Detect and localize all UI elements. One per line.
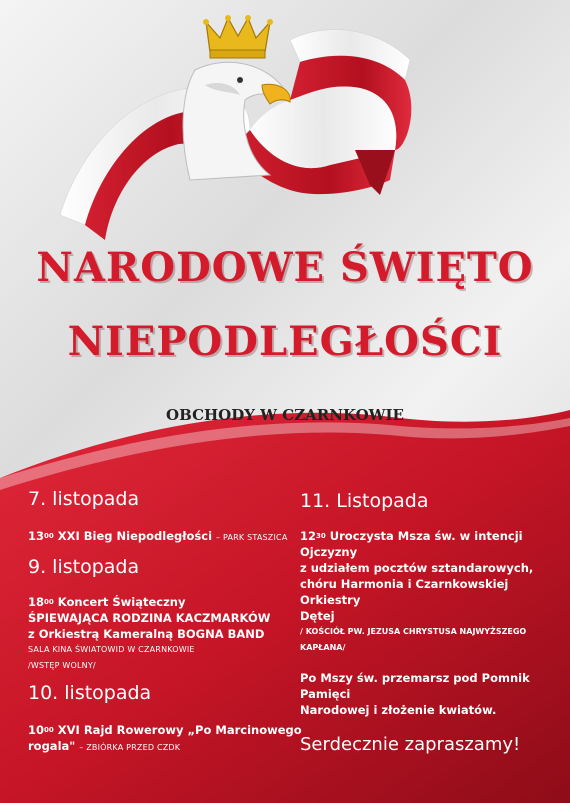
event-time: 13 <box>28 529 45 543</box>
event-time: 18 <box>28 595 45 609</box>
event-note: /WSTĘP WOLNY/ <box>28 661 96 670</box>
invitation-text: Serdecznie zapraszamy! <box>300 734 521 755</box>
event-bieg <box>28 528 288 546</box>
event-after-2: Narodowej i złożenie kwiatów. <box>300 703 497 717</box>
event-time-minutes: 30 <box>316 532 326 540</box>
event-place-1: / KOŚCIÓŁ PW. JEZUSA CHRYSTUSA NAJWYŻSZEGO <box>300 627 527 636</box>
event-rajd <box>28 722 302 756</box>
event-time-minutes: 00 <box>44 726 54 734</box>
day-heading-10: 10. listopada <box>28 682 152 704</box>
event-place-2: KAPŁANA/ <box>300 643 346 652</box>
day-heading-7: 7. listopada <box>28 488 140 510</box>
day-heading-9: 9. listopada <box>28 556 140 578</box>
event-place: SALA KINA ŚWIATOWID W CZARNKOWIE <box>28 645 195 654</box>
event-time-minutes: 00 <box>44 598 54 606</box>
event-desc-1: z udziałem pocztów sztandarowych, <box>300 561 534 575</box>
event-title-cont: rogala" <box>28 739 76 753</box>
event-time-minutes: 00 <box>44 532 54 540</box>
event-time: 12 <box>300 529 317 543</box>
event-koncert <box>28 594 270 674</box>
event-title: Uroczysta Msza św. w intencji Ojczyzny <box>300 529 523 559</box>
event-desc-3: Dętej <box>300 609 335 623</box>
event-performer: ŚPIEWAJĄCA RODZINA KACZMARKÓW <box>28 611 271 625</box>
event-place: – ZBIÓRKA PRZED CZDK <box>79 743 181 752</box>
event-time: 10 <box>28 723 45 737</box>
main-title-line1: NARODOWE ŚWIĘTO <box>36 244 534 291</box>
event-title: XXI Bieg Niepodległości <box>57 529 213 543</box>
day-heading-11: 11. Listopada <box>300 490 429 512</box>
main-title-line2: NIEPODLEGŁOŚCI <box>67 318 503 365</box>
event-place: – PARK STASZICA <box>216 533 288 542</box>
event-orchestra: z Orkiestrą Kameralną BOGNA BAND <box>28 627 265 641</box>
subtitle: OBCHODY W CZARNKOWIE <box>166 406 404 424</box>
event-title: XVI Rajd Rowerowy „Po Marcinowego <box>57 723 302 737</box>
event-msza <box>300 528 570 718</box>
event-after-1: Po Mszy św. przemarsz pod Pomnik Pamięci <box>300 671 530 701</box>
event-title: Koncert Świąteczny <box>57 595 186 609</box>
event-desc-2: chóru Harmonia i Czarnkowskiej Orkiestry <box>300 577 509 607</box>
